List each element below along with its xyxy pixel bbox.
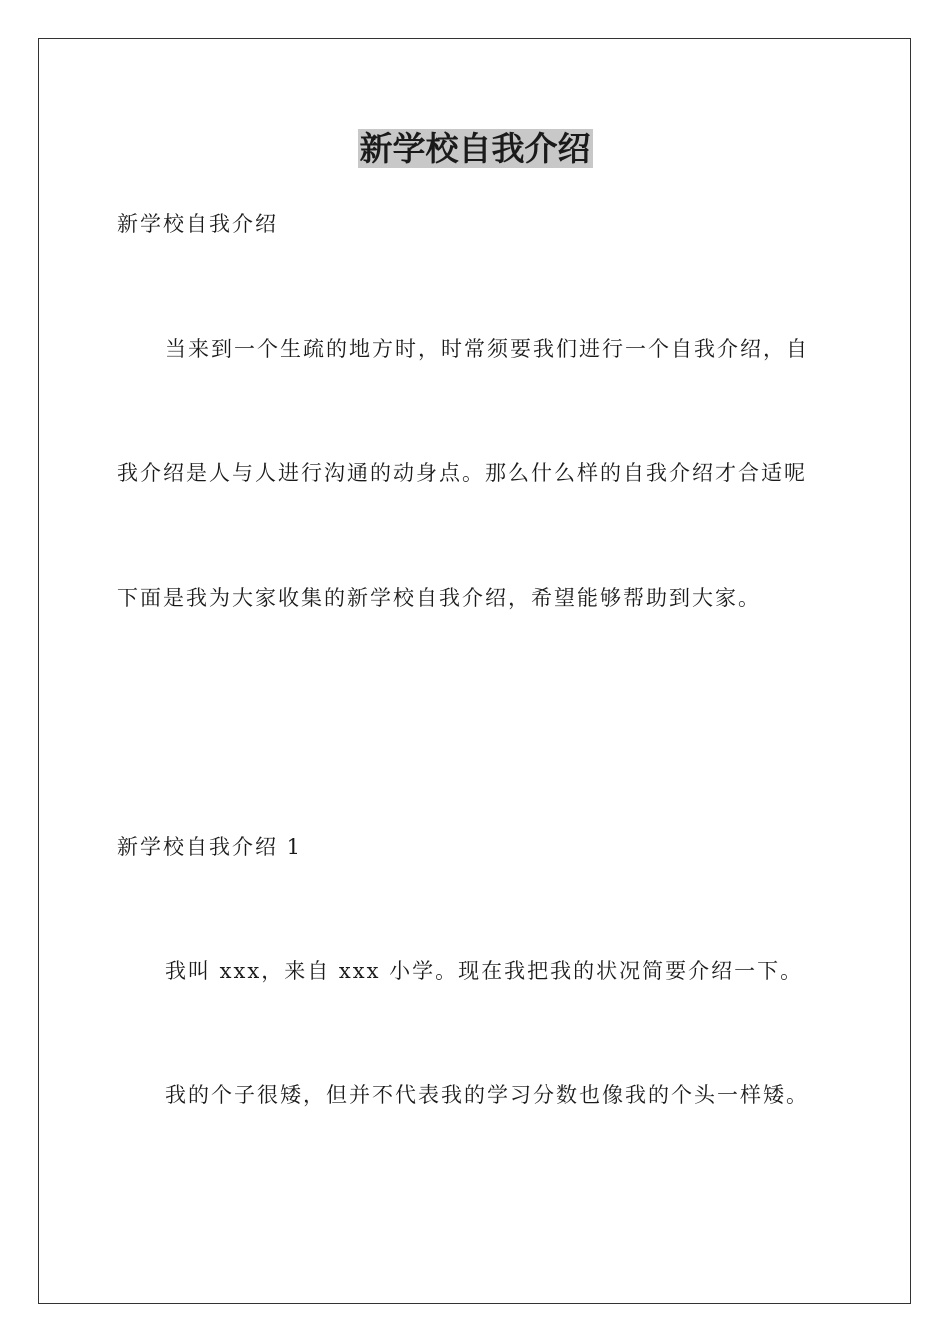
- section-heading: 新学校自我介绍 1: [117, 835, 303, 859]
- intro-line-3: 下面是我为大家收集的新学校自我介绍，希望能够帮助到大家。: [117, 586, 761, 610]
- section-paragraph-1: 我叫 xxx，来自 xxx 小学。现在我把我的状况简要介绍一下。: [165, 959, 804, 983]
- document-title-text: 新学校自我介绍: [359, 129, 591, 168]
- section-paragraph-2: 我的个子很矮，但并不代表我的学习分数也像我的个头一样矮。: [165, 1083, 809, 1107]
- intro-line-1: 当来到一个生疏的地方时，时常须要我们进行一个自我介绍，自: [165, 337, 809, 361]
- intro-line-2: 我介绍是人与人进行沟通的动身点。那么什么样的自我介绍才合适呢: [117, 461, 807, 485]
- document-subtitle: 新学校自我介绍: [117, 212, 278, 236]
- document-title: [0, 127, 950, 171]
